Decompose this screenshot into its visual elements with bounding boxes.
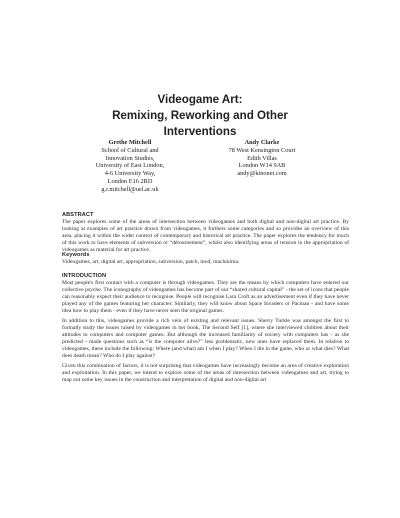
abstract-text: The paper explores some of the areas of intersection between videogames and both digital and non-digital art practice. By looking at examples of art practice drawn from videogames, it furthers some categories and so provides an overview of this area, placing it within the wider context of contemporary and historical art practice. The paper explores the tendency for much of this work to have elements of subversion or “détournement”, whilst also identifying areas of tension in the appropriation of videogames as material for art practice.	[62, 219, 349, 253]
introduction-heading: INTRODUCTION	[62, 273, 107, 279]
paper-title	[40, 92, 360, 140]
introduction-paragraph-1: Most people's first contact with a computer is through videogames. They are the means by which computers have entered our collective psyche. The iconography of videogames has become part of our “shared cultural capital” - the set of icons that people can reasonably expect their audience to recognise. People will recognise Lara Croft as an advertisement even if they have never played any of the games featuring her character. Similarly, they will know about Space Invaders or Pacman - and have some idea how to play them - even if they have never seen the original games.	[62, 280, 349, 314]
author-2	[197, 139, 327, 178]
author-1-line: 4-6 University Way,	[104, 170, 156, 178]
title-line-3: Interventions	[163, 125, 237, 138]
author-2-line: London W14 9AB	[238, 162, 286, 170]
title-line-2: Remixing, Reworking and Other	[112, 109, 288, 122]
keywords-section	[62, 252, 349, 266]
keywords-heading: Keywords	[62, 252, 90, 258]
author-2-name: Andy Clarke	[244, 139, 280, 146]
author-1-line: London E16 2RD	[107, 177, 153, 185]
introduction-paragraph-3: Given this combination of factors, it is not surprising that videogames have increasingly become an area of creative exploration and exploitation. In this paper, we intend to explore some of the areas of intersection between videogames and art, trying to map out some key issues in the construction and interpretation of digital and non-digital art	[62, 363, 349, 384]
abstract-section	[62, 212, 349, 254]
introduction-section	[62, 273, 349, 384]
author-1	[65, 139, 195, 194]
keywords-text: Videogames, art, digital art, appropriation, subversion, patch, mod, machinima.	[62, 259, 240, 265]
abstract-heading: ABSTRACT	[62, 212, 94, 218]
author-1-name: Grethe Mitchell	[108, 139, 152, 146]
author-1-line: Innovation Studies,	[105, 154, 155, 162]
author-2-line: 78 West Kensington Court	[228, 146, 296, 154]
author-2-line: Edith Villas	[247, 154, 277, 162]
author-2-email: andy@kinonet.com	[237, 170, 287, 178]
author-1-email: g.r.mitchell@uel.ac.uk	[101, 185, 159, 193]
introduction-paragraph-2: In addition to this, videogames provide a rich vein of existing and relevant issues. Sherry Turkle was amongst the first to formally study the issues raised by videogames in her book, The Second Self [1], where she interviewed children about their attitudes to computers and computer games. But although the increased familiarity of society with computers has - as she predicted - made questions such as “is the computer alive?” less problematic, new ones have replaced them. In relation to videogames, these include the following: Where (and what) am I when I play? When I die in the game, who or what dies? What does death mean? Who do I play against?	[62, 318, 349, 360]
author-1-line: School of Cultural and	[101, 146, 159, 154]
title-line-1: Videogame Art:	[157, 93, 243, 106]
author-1-line: University of East London,	[95, 162, 165, 170]
